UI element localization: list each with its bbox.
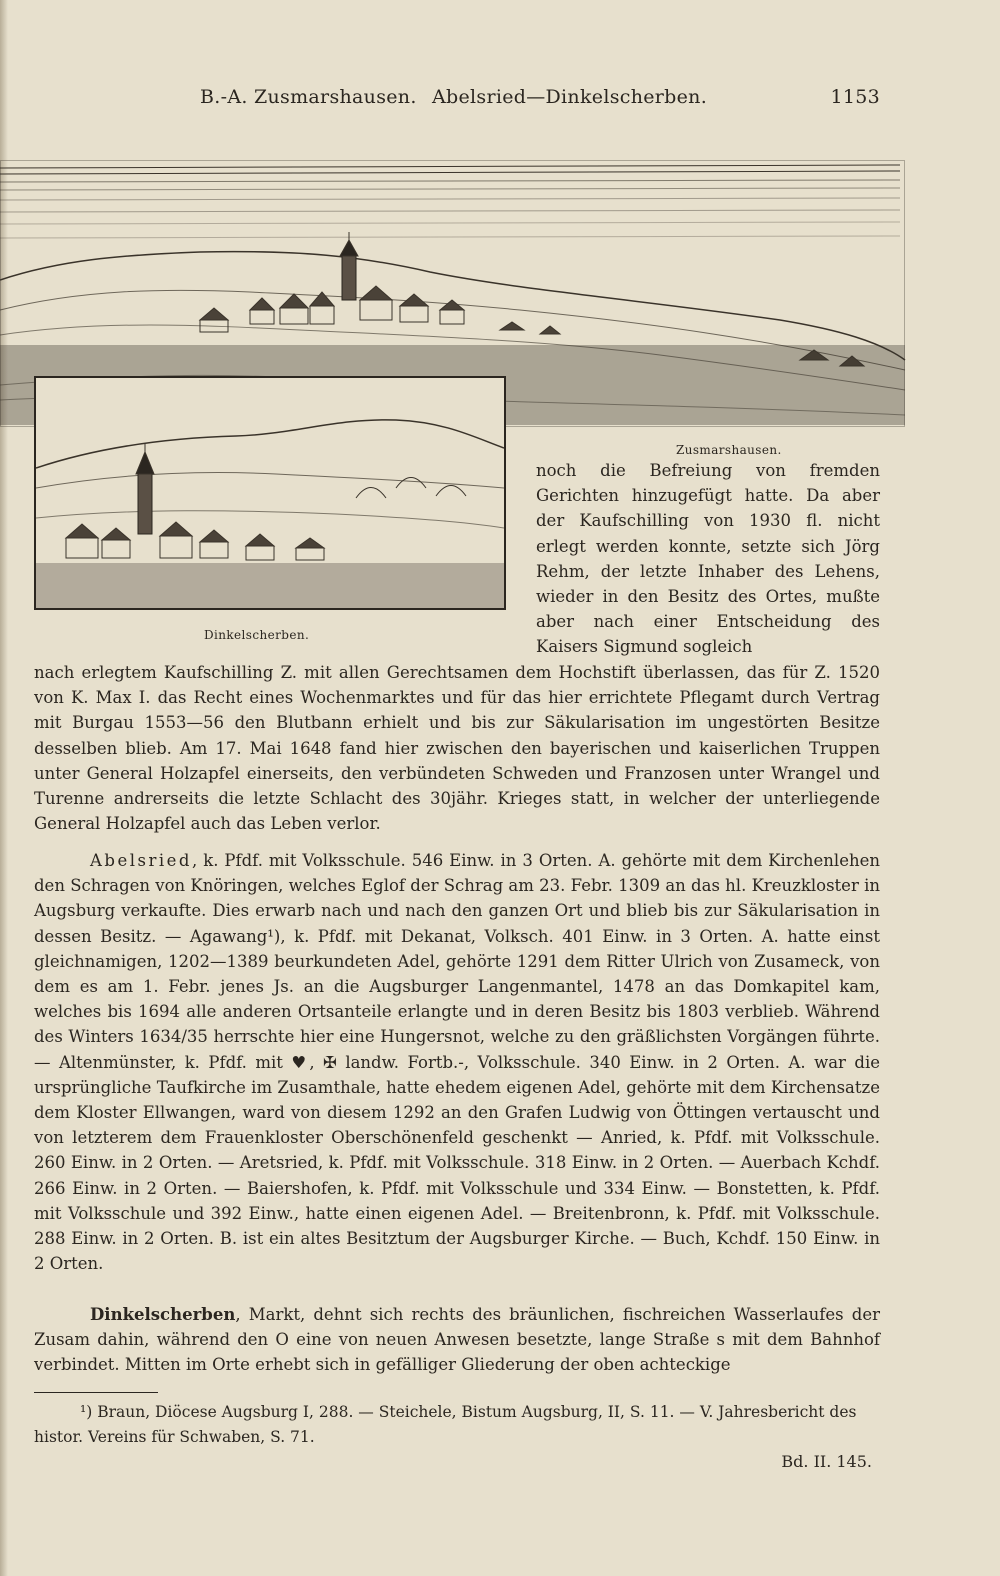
text-beside-figure: noch die Befreiung von fremden Gerichten hinzugefügt hatte. Da aber der Kaufschilling von 1930 fl. nicht erlegt werden konnte, setzte sich Jörg Rehm, der letzte Inhaber des Lehens, wieder in den Besitz des Ortes, mußte aber nach einer Entscheidung des Kaisers Sigmund sogleich <box>536 461 880 657</box>
paragraph-dinkelscherben <box>34 1302 880 1378</box>
signature-mark: Bd. II. 145. <box>781 1452 872 1471</box>
inset-caption: Dinkelscherben. <box>204 628 310 642</box>
paragraph-abelsried <box>34 848 880 1276</box>
dinkelscherben-engraving <box>34 376 506 610</box>
entry-lead: Dinkelscherben <box>90 1305 236 1324</box>
footnote: ¹) Braun, Diöcese Augsburg I, 288. — Steichele, Bistum Augsburg, II, S. 11. — V. Jahresbericht des histor. Vereins für Schwaben, S. 71. <box>34 1403 857 1446</box>
running-header <box>0 86 1000 112</box>
paragraph-continuation: nach erlegtem Kaufschilling Z. mit allen Gerechtsamen dem Hochstift überlassen, das für Z. 1520 von K. Max I. das Recht eines Wochenmarktes und für das hier errichtete Pflegamt durch Vertrag mit Burgau 1553—56 den Blutbann erhielt und bis zur Säkularisation im ungestörten Besitze desselben blieb. Am 17. Mai 1648 fand hier zwischen den bayerischen und kaiserlichen Truppen unter General Holzapfel einerseits, den verbündeten Schweden und Franzosen unter Wrangel und Turenne andrerseits die letzte Schlacht des 30jähr. Krieges statt, in welcher der unterliegende General Holzapfel auch das Leben verlor. <box>34 663 880 834</box>
header-title: Abelsried—Dinkelscherben. <box>432 86 708 108</box>
entry-lead: Abelsried <box>90 851 192 870</box>
entry-text: , Markt, dehnt sich rechts des bräunlichen, fischreichen Wasserlaufes der Zusam dahin, während den O eine von neuen Anwesen besetzte, lange Straße s mit dem Bahnhof verbindet. Mitten im Orte erhebt sich in gefälliger Gliederung der oben achteckige <box>34 1305 880 1375</box>
panorama-caption: Zusmarshausen. <box>676 443 782 457</box>
page-number: 1153 <box>830 86 880 108</box>
header-district: B.-A. Zusmarshausen. <box>200 86 417 108</box>
entry-text: , k. Pfdf. mit Volksschule. 546 Einw. in 3 Orten. A. gehörte mit dem Kirchenlehen den Schragen von Knöringen, welches Eglof der Schrag am 23. Febr. 1309 an das hl. Kreuzkloster in Augsburg verkaufte. Dies erwarb nach und nach den ganzen Ort und blieb bis zur Säkularisation in dessen Besitz. — Agawang¹), k. Pfdf. mit Dekanat, Volksch. 401 Einw. in 3 Orten. A. hatte einst gleichnamigen, 1202—1389 beurkundeten Adel, gehörte 1291 dem Ritter Ulrich von Zusameck, von dem es am 1. Febr. jenes Js. an die Augsburger Langenmantel, 1478 an das Domkapitel kam, welches bis 1694 alle anderen Ortsanteile erlangte und in deren Besitz bis 1803 verblieb. Während des Winters 1634/35 herrschte hier eine Hungersnot, welche zu den gräßlichsten Vorgängen führte. — Altenmünster, k. Pfdf. mit ♥, ✠ landw. Fortb.-, Volksschule. 340 Einw. in 2 Orten. A. war die ursprüngliche Taufkirche im Zusamthale, hatte ehedem eigenen Adel, gehörte mit dem Kirchensatze dem Kloster Ellwangen, ward von diesem 1292 an den Grafen Ludwig von Öttingen vertauscht und von letzterem dem Frauenkloster Oberschönenfeld geschenkt — Anried, k. Pfdf. mit Volksschule. 260 Einw. in 2 Orten. — Aretsried, k. Pfdf. mit Volksschule. 318 Einw. in 2 Orten. — Auerbach Kchdf. 266 Einw. in 2 Orten. — Baiershofen, k. Pfdf. mit Volksschule und 334 Einw. — Bonstetten, k. Pfdf. mit Volksschule und 392 Einw., hatte einen eigenen Adel. — Breitenbronn, k. Pfdf. mit Volksschule. 288 Einw. in 2 Orten. B. ist ein altes Besitztum der Augsburger Kirche. — Buch, Kchdf. 150 Einw. in 2 Orten. <box>34 851 880 1274</box>
footnote-rule <box>34 1392 158 1393</box>
